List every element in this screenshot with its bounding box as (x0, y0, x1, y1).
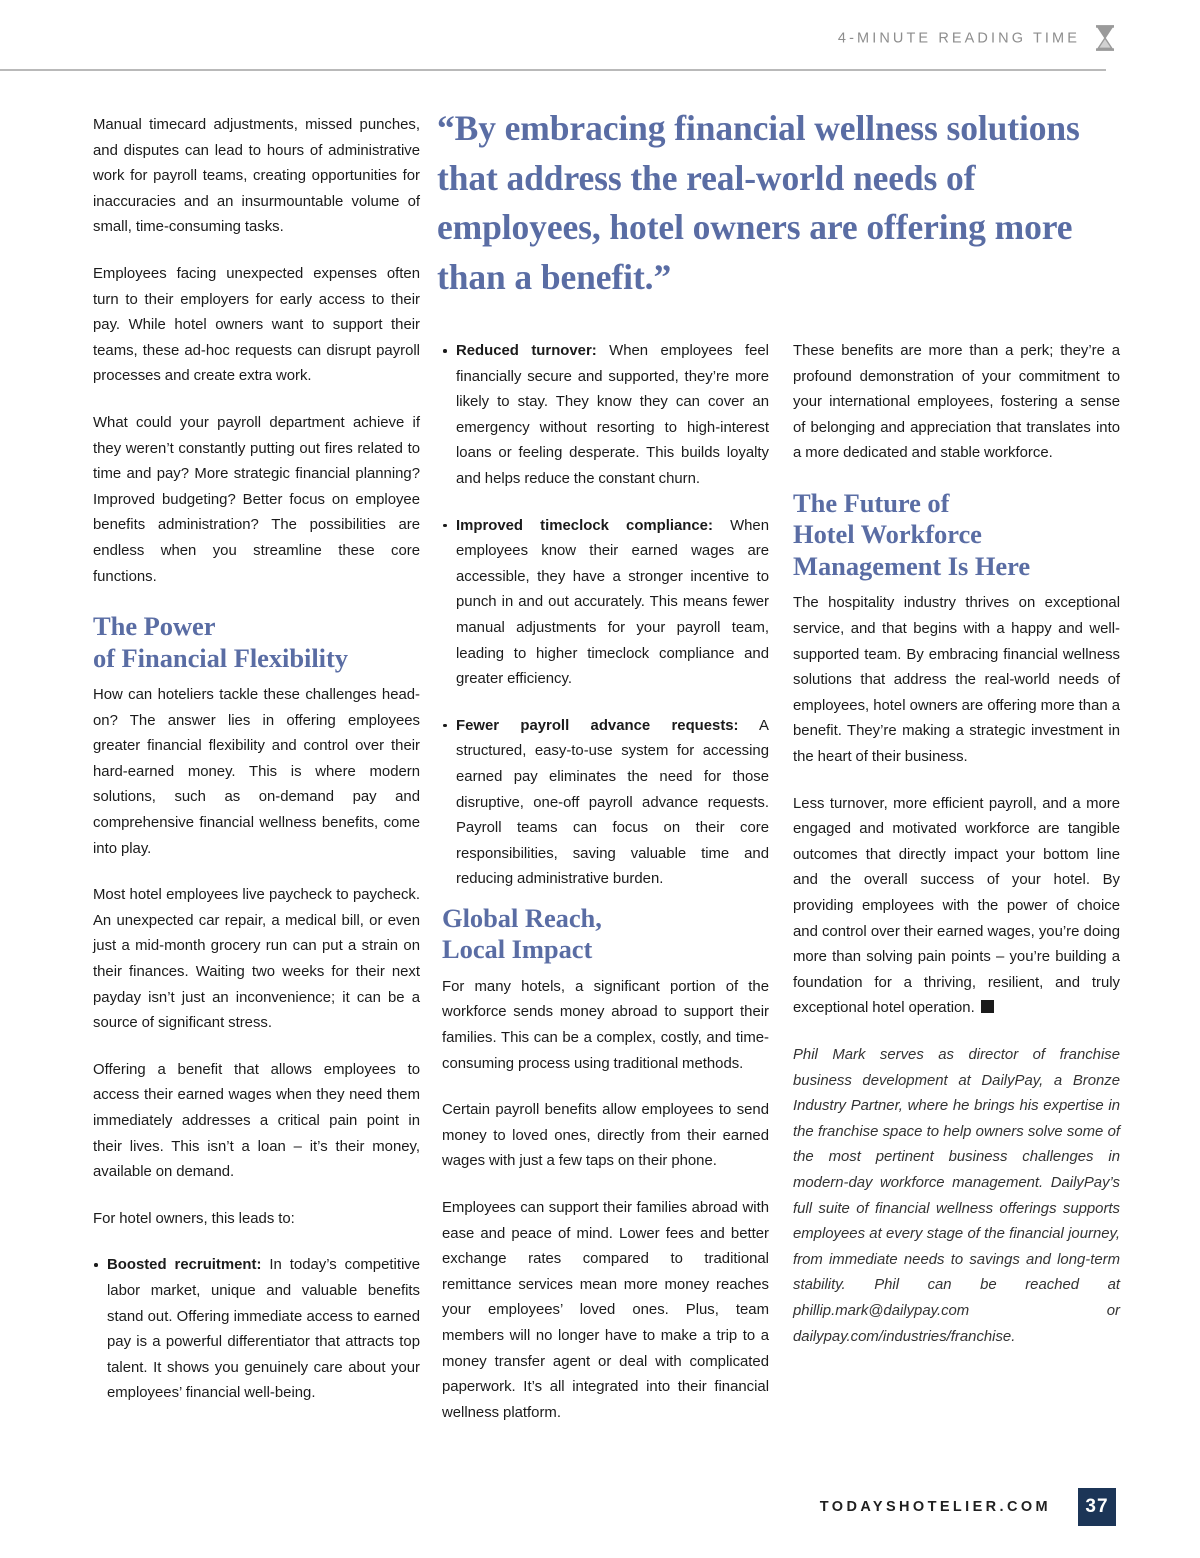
list-item-lead-in: Reduced turnover: (456, 343, 597, 359)
pull-quote: “By embracing financial wellness solutions that address the real-world needs of employees, hotel owners are offering more than a benefit.” (437, 108, 1080, 297)
paragraph: For hotel owners, this leads to: (93, 1210, 295, 1227)
heading-line: The Power (93, 611, 216, 642)
section-heading-power-of-financial-flexibility (93, 611, 420, 674)
paragraph: The hospitality industry thrives on exceptional service, and that begins with a happy and well-supported team. By embracing financial wellness solutions that address the real-world needs of employees, hotel owners are offering more than a benefit. They’re making a strategic investment in the heart of their business. (793, 595, 1120, 766)
heading-line: Global Reach, (442, 902, 602, 933)
heading-line: Management Is Here (793, 550, 1031, 581)
paragraph-final (793, 792, 1120, 1022)
paragraph: Most hotel employees live paycheck to paycheck. An unexpected car repair, a medical bill, or even just a mid-month grocery run can put a strain on their finances. Waiting two weeks for their next payday isn’t just an inconvenience; it can be a source of significant stress. (93, 887, 420, 1032)
bullet-dot-icon (443, 349, 447, 353)
author-bio: Phil Mark serves as director of franchise business development at DailyPay, a Bronze Industry Partner, where he brings his expertise in the franchise space to help owners solve some of the most pertinent business challenges in modern-day workforce management. DailyPay’s full suite of financial wellness offerings supports employees at every stage of the financial journey, from immediate needs to savings and long-term stability. Phil can be reached at phillip.mark@dailypay.com or dailypay.com/industries/franchise. (793, 1046, 1120, 1345)
header-divider (0, 69, 1106, 71)
site-url-label: TODAYSHOTELIER.COM (819, 1499, 1051, 1515)
paragraph: What could your payroll department achieve if they weren’t constantly putting out fires related to time and pay? More strategic financial planning? Improved budgeting? Better focus on employee benefits administration? The possibilities are endless when you streamline these core functions. (93, 414, 420, 585)
list-item (93, 1253, 420, 1407)
list-item-text: When employees know their earned wages are accessible, they have a stronger incentive to punch in and out accurately. This means fewer manual adjustments for your payroll team, leading to higher timeclock compliance and greater efficiency. (456, 517, 769, 688)
heading-line: Hotel Workforce (793, 519, 982, 550)
bullet-dot-icon (443, 724, 447, 728)
paragraph-text: Less turnover, more efficient payroll, and a more engaged and motivated workforce are tangible outcomes that directly impact your bottom line and the overall success of your hotel. By providing employees with the power of choice and control over their earned wages, you’re doing more than solving pain points – you’re building a foundation for a thriving, resilient, and truly exceptional hotel operation. (793, 795, 1120, 1017)
reading-time-label: 4-MINUTE READING TIME (837, 30, 1080, 46)
column-left (93, 113, 420, 1407)
paragraph: Offering a benefit that allows employees to access their earned wages when they need them immediately addresses a critical pain point in their lives. This isn’t a loan – it’s their money, available on demand. (93, 1061, 420, 1181)
page-number-badge: 37 (1078, 1488, 1116, 1526)
end-of-article-mark-icon (981, 1000, 994, 1013)
hourglass-icon (1094, 25, 1116, 52)
section-heading-future-of-hotel-workforce-management (793, 488, 1120, 583)
list-item (442, 514, 769, 693)
list-item-lead-in: Boosted recruitment: (107, 1257, 262, 1274)
heading-line: of Financial Flexibility (93, 642, 348, 673)
benefit-list (442, 339, 769, 893)
page-footer (0, 1462, 1200, 1558)
list-item-text: A structured, easy-to-use system for accessing earned pay eliminates the need for those disruptive, one-off payroll advance requests. Payroll teams can focus on their core responsibilities, saving valuable time and reducing administrative burden. (456, 717, 769, 888)
page-header (0, 0, 1200, 76)
bullet-dot-icon (94, 1263, 98, 1267)
section-heading-global-reach-local-impact (442, 903, 769, 966)
list-item-text: In today’s competitive labor market, unique and valuable benefits stand out. Offering immediate access to earned pay is a powerful differentiator that attracts top talent. It shows you genuinely care about your employees’ financial well-being. (107, 1257, 420, 1402)
list-item (442, 339, 769, 493)
heading-line: The Future of (793, 487, 950, 518)
paragraph: Manual timecard adjustments, missed punches, and disputes can lead to hours of administrative work for payroll teams, creating opportunities for inaccuracies and an insurmountable volume of small, time-consuming tasks. (93, 117, 420, 236)
footer-group (820, 1488, 1116, 1526)
paragraph: Certain payroll benefits allow employees to send money to loved ones, directly from their earned wages with just a few taps on their phone. (442, 1102, 769, 1170)
list-item-text: When employees feel financially secure and supported, they’re more likely to stay. They know they can cover an emergency without resorting to high-interest loans or feeling desperate. This builds loyalty and helps reduce the constant churn. (456, 343, 769, 487)
article-columns (93, 113, 1119, 1443)
heading-line: Local Impact (442, 934, 593, 965)
paragraph: How can hoteliers tackle these challenges head-on? The answer lies in offering employees greater financial flexibility and control over their hard-earned money. This is where modern solutions, such as on-demand pay and comprehensive financial wellness benefits, come into play. (93, 687, 420, 857)
list-item (442, 714, 769, 893)
list-item-lead-in: Fewer payroll advance requests: (456, 717, 739, 734)
reading-time-group (838, 25, 1116, 52)
column-right (793, 339, 1120, 1350)
paragraph: These benefits are more than a perk; they’re a profound demonstration of your commitment to your international employees, fostering a sense of belonging and appreciation that translates into a more dedicated and stable workforce. (793, 343, 1120, 462)
paragraph: Employees can support their families abroad with ease and peace of mind. Lower fees and better exchange rates compared to traditional remittance services mean more money reaches your employees’ loved ones. Plus, team members will no longer have to make a trip to a money transfer agent or deal with complicated paperwork. It’s all integrated into their financial wellness platform. (442, 1200, 769, 1421)
paragraph: For many hotels, a significant portion of the workforce sends money abroad to support their families. This can be a complex, costly, and time-consuming process using traditional methods. (442, 978, 769, 1072)
paragraph: Employees facing unexpected expenses often turn to their employers for early access to their pay. While hotel owners want to support their teams, these ad-hoc requests can disrupt payroll processes and create extra work. (93, 265, 420, 385)
bullet-dot-icon (443, 524, 447, 528)
column-middle (442, 339, 769, 1426)
list-item-lead-in: Improved timeclock compliance: (456, 517, 713, 534)
benefit-list (93, 1253, 420, 1407)
